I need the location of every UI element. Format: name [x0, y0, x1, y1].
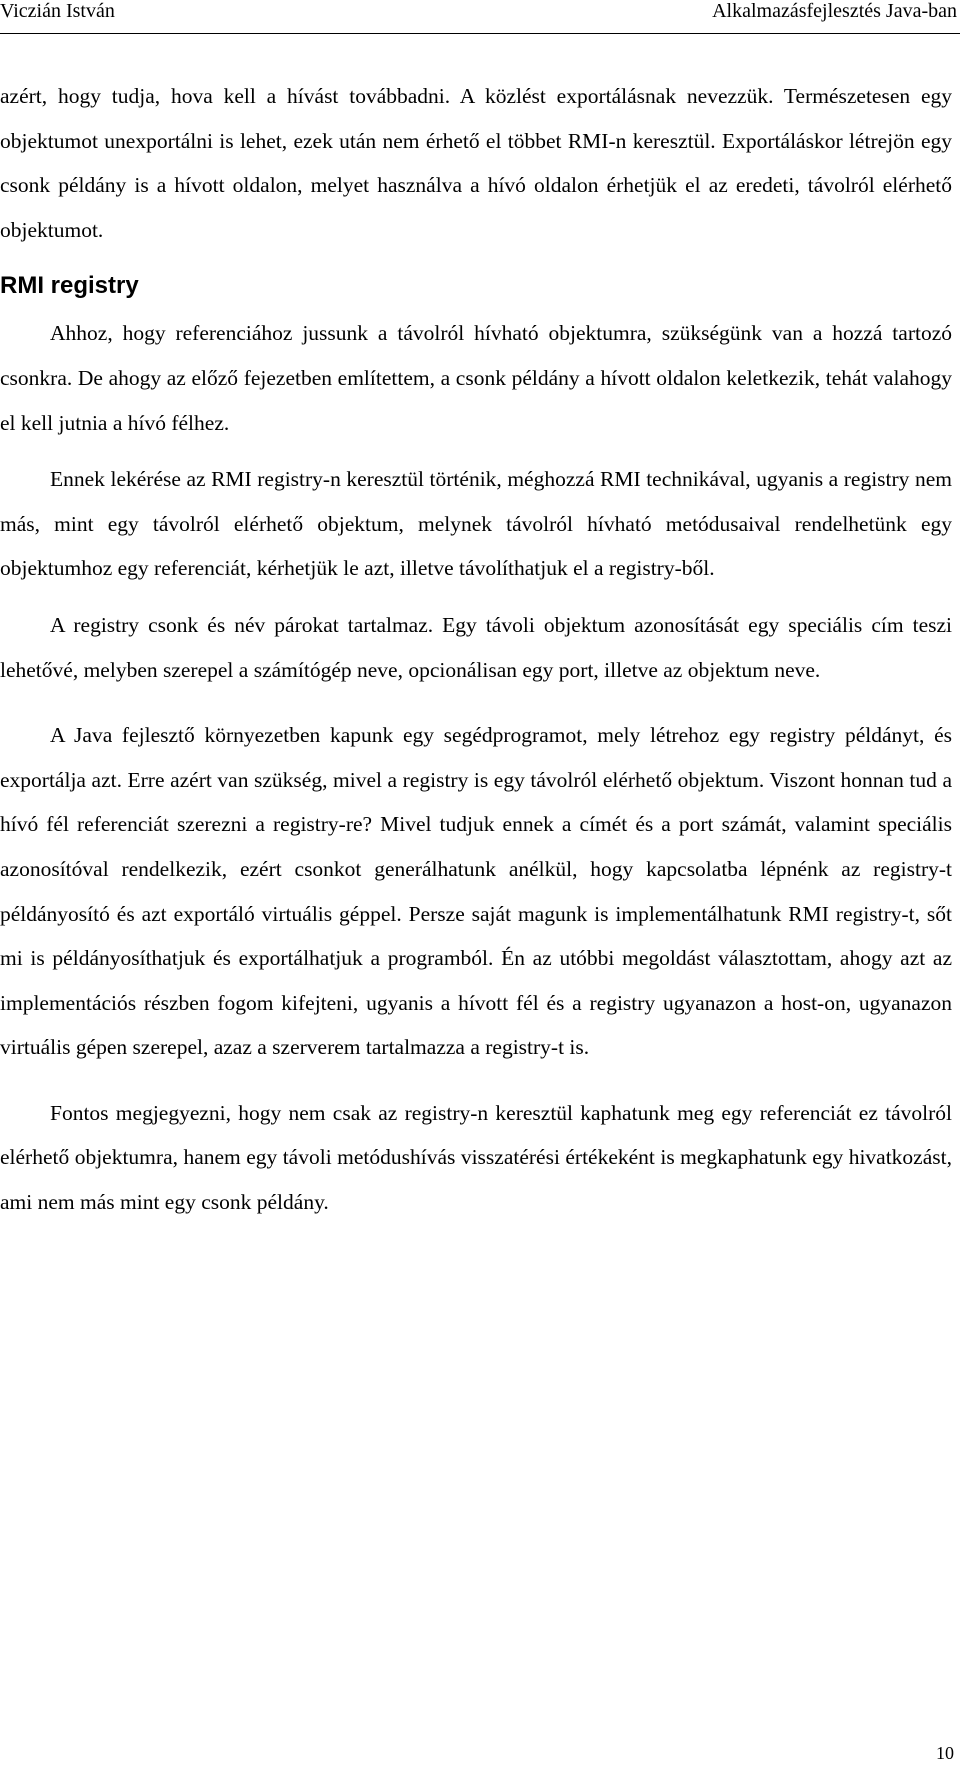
header-title: Alkalmazásfejlesztés Java-ban [712, 0, 957, 22]
page-header [0, 0, 960, 34]
body-paragraph-3: A registry csonk és név párokat tartalmaz. Egy távoli objektum azonosítását egy speciális cím teszi lehetővé, melyben szerepel a számítógép neve, opcionálisan egy port, illetve az objektum neve. [0, 612, 952, 682]
page-number: 10 [936, 1743, 954, 1763]
page-body [0, 74, 952, 1225]
header-author: Viczián István [0, 0, 115, 22]
body-paragraph-4: A Java fejlesztő környezetben kapunk egy segédprogramot, mely létrehoz egy registry példányt, és exportálja azt. Erre azért van szükség, mivel a registry is egy távolról elérhető objektum. Viszont honnan tud a hívó fél referenciát szerezni a registry-re? Mivel tudjuk ennek a címét és a port számát, valamint speciális azonosítóval rendelkezik, ezért csonkot generálhatunk anélkül, hogy kapcsolatba lépnénk az registry-t példányosító és azt exportáló virtuális géppel. Persze saját magunk is implementálhatunk RMI registry-t, sőt mi is példányosíthatjuk és exportálhatjuk a programból. Én az utóbbi megoldást választottam, ahogy azt az implementációs részben fogom kifejteni, ugyanis a hívott fél és a registry ugyanazon a host-on, ugyanazon virtuális gépen szerepel, azaz a szerverem tartalmazza a registry-t is. [0, 723, 952, 1060]
intro-paragraph: azért, hogy tudja, hova kell a hívást továbbadni. A közlést exportálásnak nevezzük. Természetesen egy objektumot unexportálni is lehet, ezek után nem érhető el többet RMI-n keresztül. Exportáláskor létrejön egy csonk példány is a hívott oldalon, melyet használva a hívó oldalon érhetjük el az eredeti, távolról elérhető objektumot. [0, 84, 952, 242]
body-paragraph-5: Fontos megjegyezni, hogy nem csak az registry-n keresztül kaphatunk meg egy referenciát ez távolról elérhető objektumra, hanem egy távoli metódushívás visszatérési értékeként is megkaphatunk egy hivatkozást, ami nem más mint egy csonk példány. [0, 1100, 952, 1215]
body-paragraph-2: Ennek lekérése az RMI registry-n keresztül történik, méghozzá RMI technikával, ugyanis a registry nem más, mint egy távolról elérhető objektum, melynek távolról hívható metódusaival rendelhetünk egy objektumhoz egy referenciát, kérhetjük le azt, illetve távolíthatjuk el a registry-ből. [0, 467, 952, 581]
section-heading: RMI registry [0, 272, 139, 300]
header-divider [0, 33, 960, 34]
body-paragraph-1: Ahhoz, hogy referenciához jussunk a távolról hívható objektumra, szükségünk van a hozzá tartozó csonkra. De ahogy az előző fejezetben említettem, a csonk példány a hívott oldalon keletkezik, tehát valahogy el kell jutnia a hívó félhez. [0, 321, 952, 435]
